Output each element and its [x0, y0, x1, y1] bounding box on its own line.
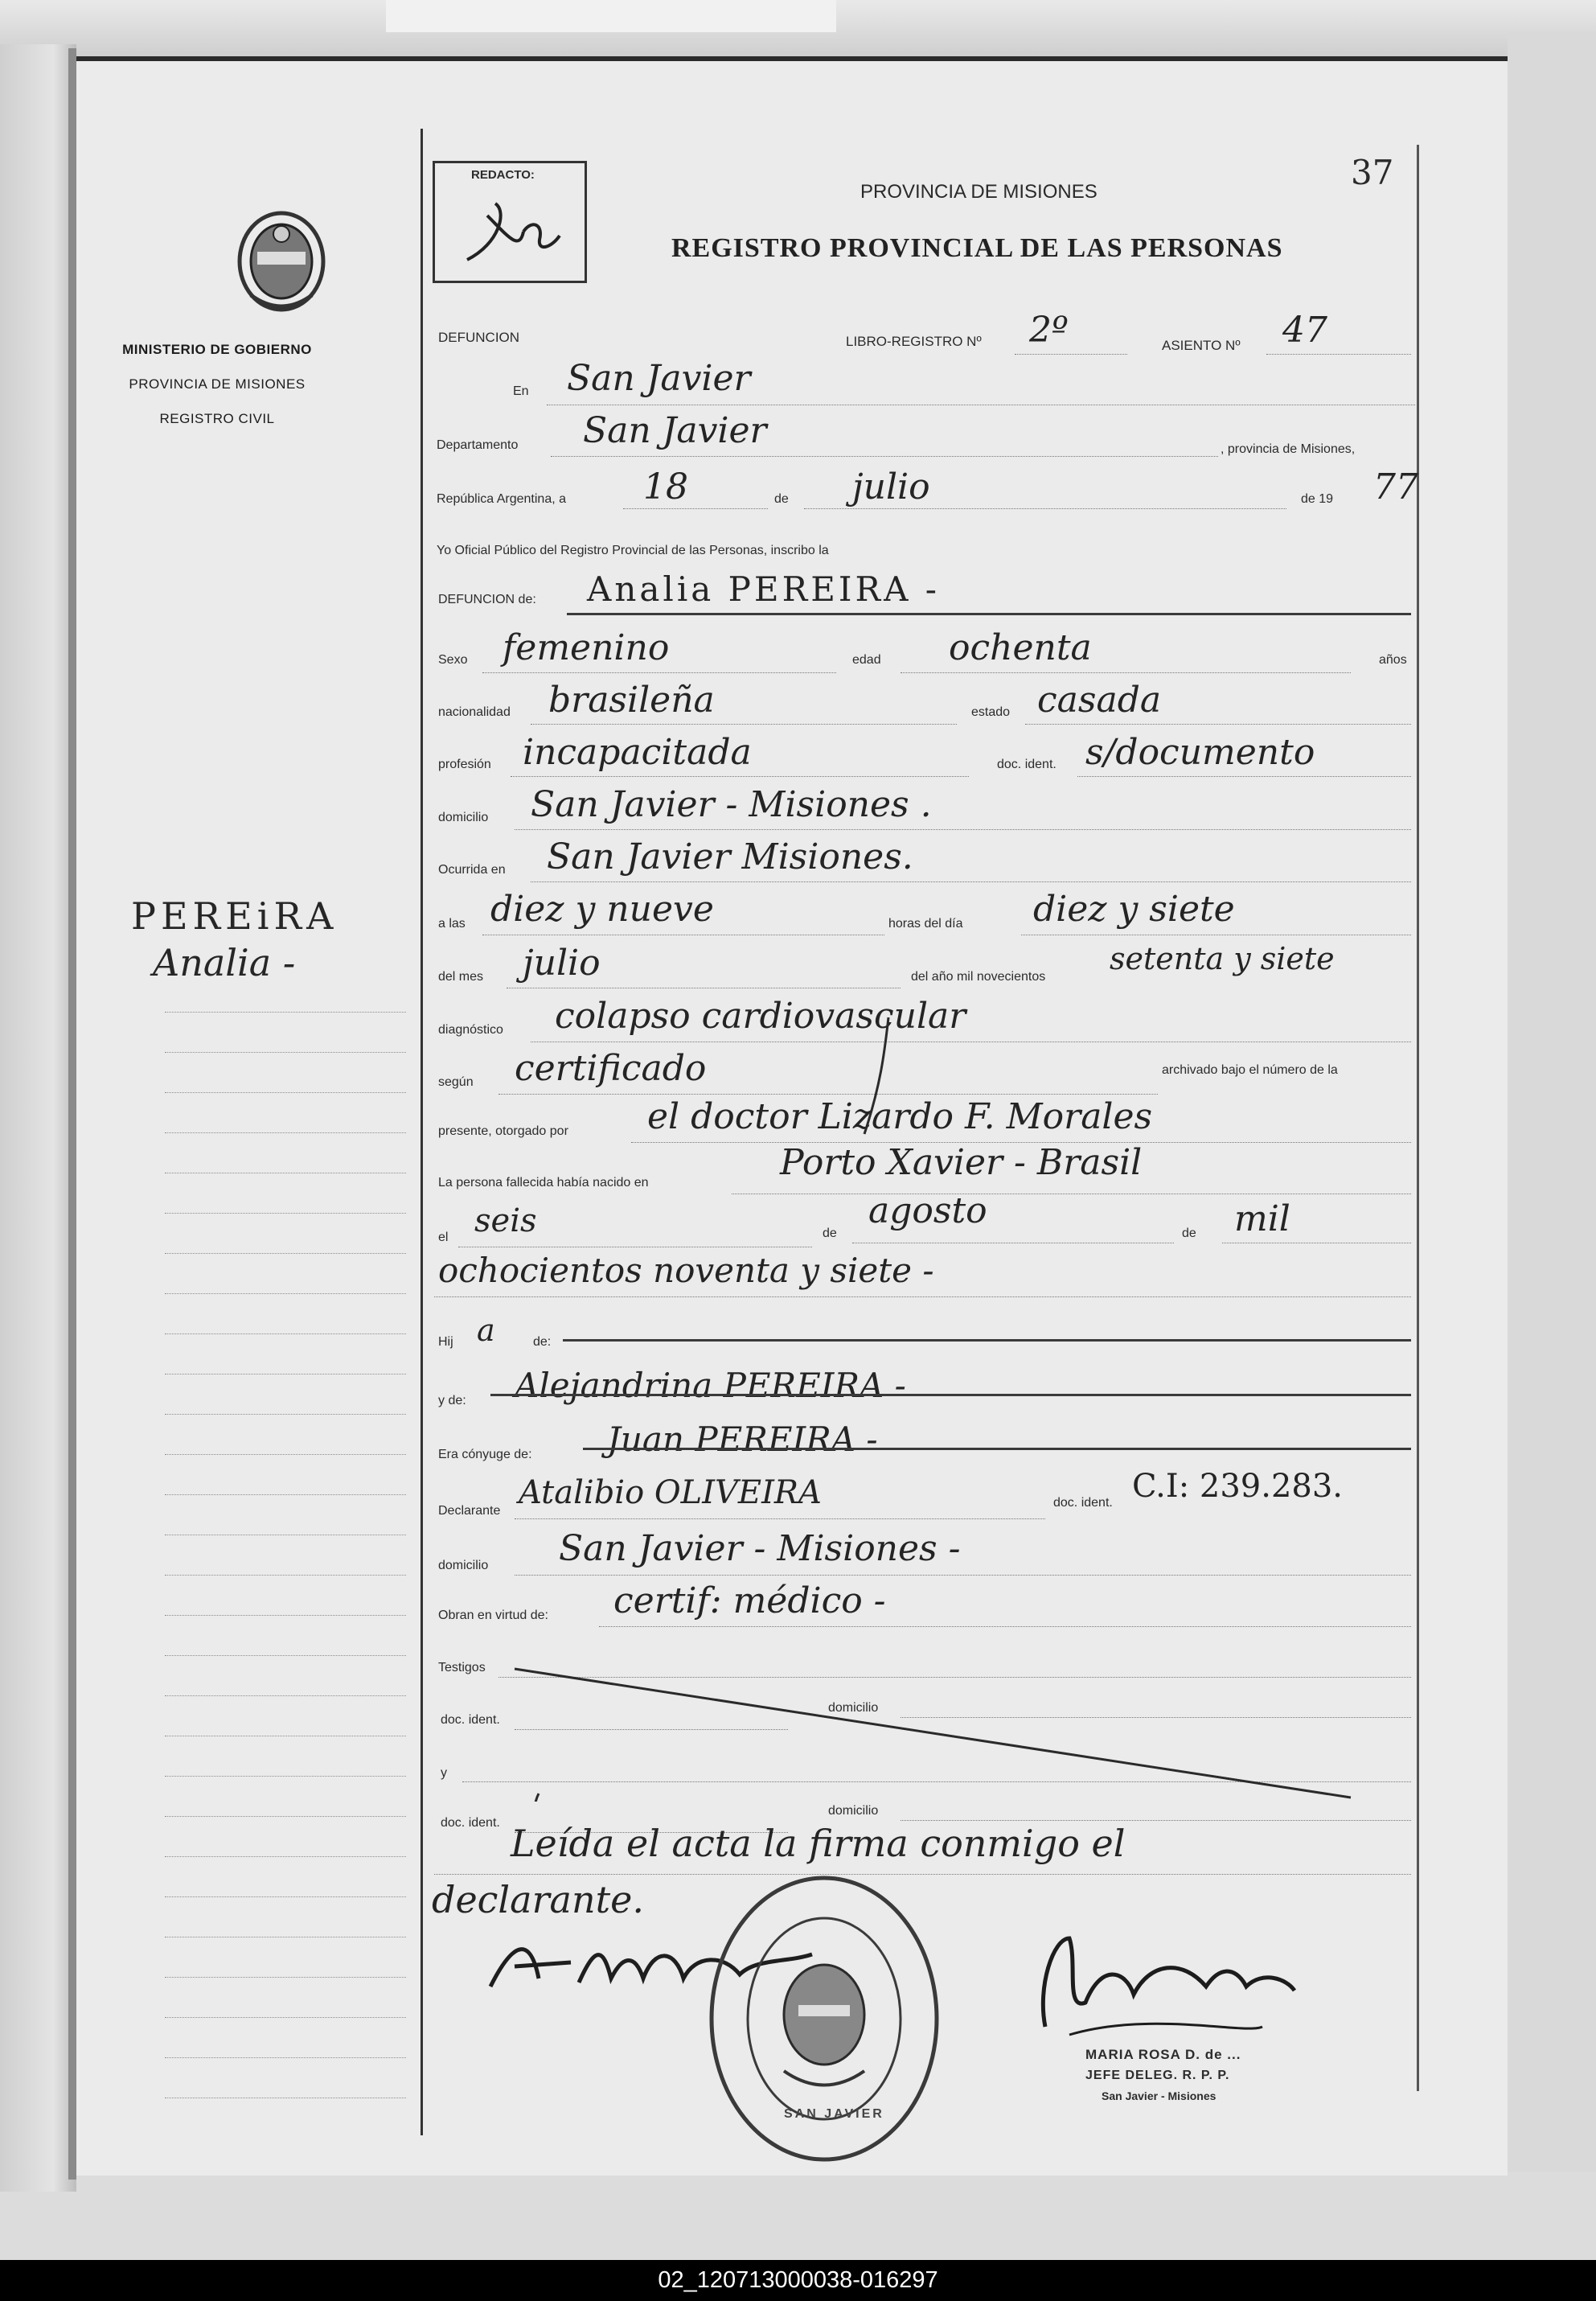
margin-line [165, 1776, 406, 1777]
archivado-label: archivado bajo el número de la [1162, 1063, 1338, 1077]
diagnostico-value: colapso cardiovascular [555, 996, 966, 1037]
presente-value: el doctor Lizardo F. Morales [647, 1096, 1153, 1137]
anos-label: años [1379, 653, 1407, 667]
doc-ident-label: doc. ident. [997, 758, 1056, 771]
ocurrida-label: Ocurrida en [438, 863, 506, 877]
margin-line [165, 1414, 406, 1415]
stamp-bottom-text: SAN JAVIER [784, 2107, 884, 2121]
oficial-text: Yo Oficial Público del Registro Provincial de las Personas, inscribo la [437, 544, 829, 557]
ministry-name: MINISTERIO DE GOBIERNO [122, 342, 312, 357]
segun-line [498, 1094, 1158, 1095]
margin-line [165, 1695, 406, 1696]
en-value: San Javier [567, 358, 751, 399]
departamento-line [551, 456, 1218, 457]
profesion-label: profesión [438, 758, 491, 771]
declarante-doc-value: C.I: 239.283. [1132, 1468, 1344, 1505]
estado-line [1025, 724, 1411, 725]
margin-line [165, 1213, 406, 1214]
domicilio4-label: domicilio [828, 1804, 879, 1818]
yde-label: y de: [438, 1394, 466, 1407]
el-value: seis [474, 1202, 537, 1239]
domicilio4-line [901, 1820, 1411, 1821]
nacido-value: Porto Xavier - Brasil [780, 1142, 1143, 1183]
redacto-initials-signature [443, 187, 580, 276]
domicilio2-value: San Javier - Misiones - [559, 1528, 961, 1569]
mother-value: Alejandrina PEREIRA - [515, 1366, 906, 1405]
segun-label: según [438, 1075, 474, 1089]
de3-label: de [1182, 1227, 1196, 1240]
de2-label: de [823, 1227, 837, 1240]
redacto-box [433, 161, 587, 283]
domicilio-label: domicilio [438, 811, 489, 824]
margin-line [165, 2057, 406, 2058]
asiento-line [1266, 354, 1411, 355]
departamento-value: San Javier [583, 410, 767, 451]
mil-value: mil [1234, 1198, 1290, 1239]
year-label: de 19 [1301, 492, 1334, 506]
redacto-label: REDACTO: [471, 168, 535, 182]
delmes-value: julio [523, 943, 601, 984]
domicilio2-line [515, 1575, 1411, 1576]
domicilio2-label: domicilio [438, 1559, 489, 1572]
margin-line [165, 2017, 406, 2018]
header-title: REGISTRO PROVINCIAL DE LAS PERSONAS [671, 233, 1283, 263]
edad-line [901, 672, 1351, 673]
el-label: el [438, 1231, 449, 1244]
y-label: y [441, 1766, 447, 1780]
doc-ident-value: s/documento [1085, 732, 1315, 773]
domicilio-line [515, 829, 1411, 830]
deceased-name: Analia PEREIRA - [587, 569, 940, 609]
profesion-line [511, 776, 969, 777]
sexo-line [482, 672, 836, 673]
photo-background-top [0, 0, 1596, 56]
official-role: JEFE DELEG. R. P. P. [1085, 2069, 1230, 2082]
margin-line [165, 1575, 406, 1576]
margin-line [165, 1293, 406, 1294]
provincia-text: , provincia de Misiones, [1221, 442, 1356, 456]
book-spine [68, 48, 76, 2180]
conyuge-label: Era cónyuge de: [438, 1448, 532, 1461]
sexo-label: Sexo [438, 653, 468, 667]
doc-ident2-label: doc. ident. [441, 1713, 500, 1727]
hija-de-label: de: [533, 1335, 552, 1349]
month-value: julio [852, 466, 930, 507]
republica-label: República Argentina, a [437, 492, 566, 506]
next-page-edge [386, 0, 836, 32]
conyuge-value: Juan PEREIRA - [607, 1420, 878, 1459]
photo-background-right [1508, 32, 1596, 2244]
obran-line [599, 1626, 1411, 1627]
ocurrida-value: San Javier Misiones. [547, 836, 913, 877]
margin-line [165, 1454, 406, 1455]
margin-note-name: Analia - [153, 941, 296, 984]
margin-line [165, 1816, 406, 1817]
hija-label: Hij [438, 1335, 453, 1349]
libro-value: 2º [1029, 310, 1069, 351]
conyuge-line [583, 1448, 1411, 1450]
obran-value: certif: médico - [613, 1580, 886, 1621]
official-signature [1021, 1914, 1391, 2043]
form-right-border [1417, 145, 1419, 2091]
domicilio3-label: domicilio [828, 1701, 879, 1715]
father-line [563, 1339, 1411, 1342]
segun-value: certificado [515, 1048, 707, 1089]
month2-value: agosto [868, 1190, 987, 1231]
sexo-value: femenino [503, 627, 670, 668]
defuncion-label: DEFUNCION [438, 330, 520, 345]
birth-year-value: ochocientos noventa y siete - [438, 1251, 934, 1290]
ocurrida-line [531, 881, 1411, 882]
presente-label: presente, otorgado por [438, 1124, 568, 1138]
official-stamp [704, 1870, 945, 2167]
declarante-label: Declarante [438, 1504, 501, 1518]
alas-label: a las [438, 917, 466, 931]
edad-value: ochenta [949, 627, 1092, 668]
margin-line [165, 1977, 406, 1978]
official-name: MARIA ROSA D. de ... [1085, 2047, 1241, 2062]
profesion-value: incapacitada [523, 732, 752, 773]
testigos-strike-line [498, 1657, 1367, 1802]
testigos-label: Testigos [438, 1661, 486, 1674]
margin-line [165, 1896, 406, 1897]
margin-line [165, 1494, 406, 1495]
nacionalidad-value: brasileña [548, 680, 715, 721]
horas-label: horas del día [888, 917, 963, 931]
obran-label: Obran en virtud de: [438, 1609, 548, 1622]
ministry-registry: REGISTRO CIVIL [159, 411, 275, 426]
delmes-label: del mes [438, 970, 484, 984]
nacionalidad-label: nacionalidad [438, 705, 511, 719]
horas-value: diez y siete [1033, 889, 1235, 930]
facing-page-edge [0, 44, 76, 2192]
domicilio-value: San Javier - Misiones . [531, 784, 932, 825]
estado-value: casada [1037, 680, 1162, 721]
alas-value: diez y nueve [490, 889, 714, 930]
declarante-line [515, 1518, 1045, 1519]
libro-line [1015, 354, 1127, 355]
edad-label: edad [852, 653, 881, 667]
en-label: En [513, 384, 529, 398]
coat-of-arms-emblem [233, 205, 330, 318]
margin-line [165, 1333, 406, 1334]
margin-note-surname: PEREiRA [131, 894, 338, 938]
month-line [804, 508, 1286, 509]
day-value: 18 [643, 466, 688, 507]
diagnostico-label: diagnóstico [438, 1023, 503, 1037]
form-left-border [421, 129, 423, 2135]
departamento-label: Departamento [437, 438, 519, 452]
margin-line [165, 1092, 406, 1093]
defuncion-de-label: DEFUNCION de: [438, 593, 536, 606]
libro-label: LIBRO-REGISTRO Nº [846, 334, 982, 349]
deceased-name-line [567, 613, 1411, 615]
asiento-value: 47 [1282, 310, 1327, 351]
year-value: 77 [1373, 466, 1418, 507]
hija-suffix: a [477, 1313, 495, 1348]
margin-line [165, 1012, 406, 1013]
official-place: San Javier - Misiones [1102, 2089, 1216, 2102]
ministry-province: PROVINCIA DE MISIONES [129, 376, 306, 392]
margin-line [165, 1655, 406, 1656]
doc-ident3-label: doc. ident. [441, 1816, 500, 1830]
day-line [623, 508, 768, 509]
margin-line [165, 1615, 406, 1616]
margin-line [165, 1856, 406, 1857]
anio-label: del año mil novecientos [911, 970, 1046, 984]
nacido-label: La persona fallecida había nacido en [438, 1176, 649, 1190]
mother-line [490, 1394, 1411, 1396]
declarante-doc-label: doc. ident. [1053, 1496, 1113, 1510]
page-number: 37 [1351, 153, 1394, 192]
de-label: de [774, 492, 789, 506]
handwritten-stroke [856, 1013, 905, 1142]
anio-value: setenta y siete [1110, 941, 1335, 976]
photo-background-bottom [0, 2172, 1596, 2260]
margin-line [165, 1132, 406, 1133]
nacionalidad-line [531, 724, 957, 725]
closing-line-2: declarante. [432, 1878, 644, 1921]
declarante-value: Atalibio OLIVEIRA [519, 1474, 822, 1511]
birth-year-line [434, 1296, 1411, 1297]
asiento-label: ASIENTO Nº [1162, 338, 1241, 353]
image-id-footer: 02_120713000038-016297 [0, 2260, 1596, 2301]
margin-line [165, 1253, 406, 1254]
margin-line [165, 1052, 406, 1053]
doc-ident-line [1077, 776, 1411, 777]
header-province: PROVINCIA DE MISIONES [860, 181, 1098, 203]
closing-line-1: Leída el acta la firma conmigo el [511, 1822, 1126, 1865]
estado-label: estado [971, 705, 1011, 719]
